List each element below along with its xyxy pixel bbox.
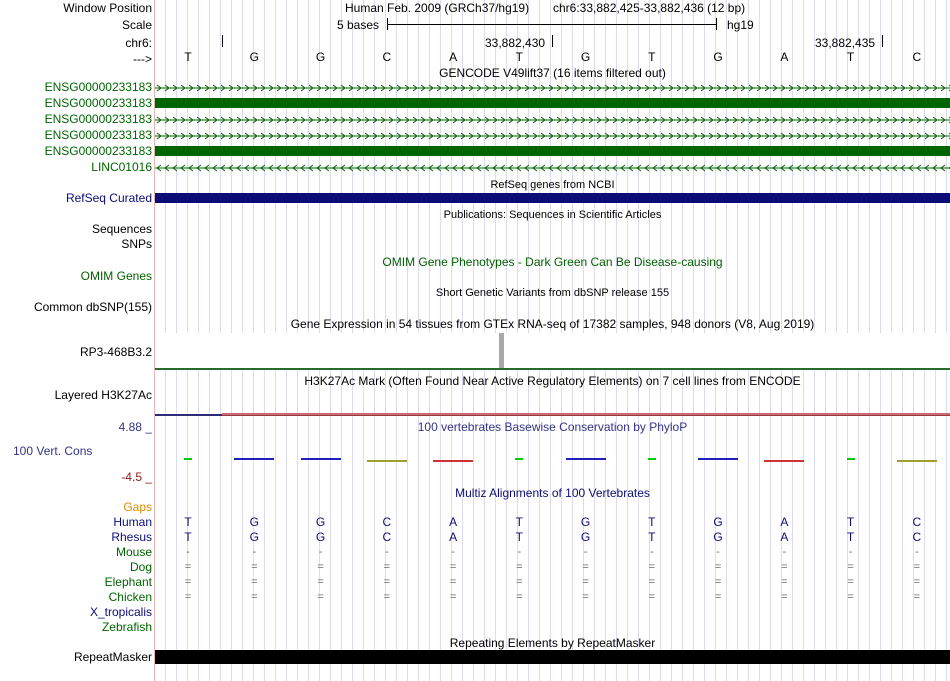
alignment-char: = bbox=[582, 561, 589, 573]
alignment-char: = bbox=[317, 591, 324, 603]
gencode-feature[interactable] bbox=[155, 98, 950, 108]
cons-bar bbox=[566, 458, 606, 460]
cons-bar bbox=[764, 460, 804, 462]
alignment-char: G bbox=[580, 530, 591, 544]
position-text: chr6:33,882,425-33,882,436 (12 bp) bbox=[553, 1, 746, 15]
species-label: Rhesus bbox=[111, 530, 152, 544]
alignment-char: - bbox=[451, 546, 455, 558]
alignment-char: = bbox=[714, 591, 722, 603]
alignment-char: C bbox=[912, 530, 922, 544]
cons-bar bbox=[515, 458, 523, 460]
base-letter: T bbox=[846, 50, 855, 64]
alignment-char: = bbox=[913, 576, 921, 588]
base-letter: T bbox=[515, 50, 524, 64]
alignment-char: = bbox=[184, 576, 192, 588]
assembly-text: Human Feb. 2009 (GRCh37/hg19) bbox=[345, 1, 530, 15]
alignment-char: C bbox=[912, 515, 922, 529]
gaps-label: Gaps bbox=[123, 500, 152, 514]
alignment-char: = bbox=[449, 591, 457, 603]
alignment-char: - bbox=[318, 546, 323, 558]
alignment-char: T bbox=[515, 515, 524, 529]
scale-label: Scale bbox=[121, 18, 152, 32]
alignment-char: = bbox=[383, 591, 391, 603]
scale-bar-start bbox=[387, 18, 388, 30]
alignment-char: = bbox=[582, 591, 589, 603]
h3k27ac-track-title: H3K27Ac Mark (Often Found Near Active Regulatory Elements) on 7 cell lines from ENCODE bbox=[304, 374, 801, 388]
refseq-track-label[interactable]: RefSeq Curated bbox=[65, 191, 152, 205]
alignment-char: = bbox=[383, 561, 391, 573]
alignment-char: C bbox=[382, 515, 392, 529]
alignment-char: = bbox=[781, 561, 788, 573]
alignment-char: A bbox=[449, 515, 458, 529]
alignment-char: - bbox=[385, 546, 389, 558]
species-label: Mouse bbox=[115, 545, 152, 559]
alignment-char: = bbox=[184, 591, 192, 603]
species-label: X_tropicalis bbox=[89, 605, 152, 619]
alignment-char: T bbox=[184, 515, 192, 529]
alignment-char: G bbox=[713, 515, 723, 529]
ruler-tick bbox=[222, 35, 223, 47]
cons-bar bbox=[847, 458, 855, 460]
cons-bar bbox=[234, 458, 274, 460]
base-letter: C bbox=[382, 50, 392, 64]
gencode-feature[interactable] bbox=[155, 82, 950, 92]
species-label: Human bbox=[113, 515, 152, 529]
gencode-item-label[interactable]: ENSG00000233183 bbox=[44, 144, 152, 158]
cons-bar bbox=[648, 458, 656, 460]
alignment-char: = bbox=[184, 561, 192, 573]
alignment-char: T bbox=[846, 515, 855, 529]
cons-track-title: 100 vertebrates Basewise Conservation by PhyloP bbox=[417, 420, 688, 434]
alignment-char: = bbox=[847, 591, 854, 603]
alignment-char: = bbox=[913, 561, 921, 573]
chrom-label: chr6: bbox=[125, 36, 152, 50]
dbsnp-track-label[interactable]: Common dbSNP(155) bbox=[33, 300, 152, 314]
cons-max-label: 4.88 _ bbox=[118, 420, 152, 434]
gencode-track-title: GENCODE V49lift37 (16 items filtered out) bbox=[439, 66, 666, 80]
alignment-char: G bbox=[713, 530, 723, 544]
alignment-char: = bbox=[251, 591, 258, 603]
cons-track-label[interactable]: 100 Vert. Cons bbox=[13, 444, 93, 458]
alignment-char: = bbox=[251, 576, 258, 588]
alignment-char: A bbox=[449, 530, 458, 544]
cons-bar bbox=[433, 460, 473, 462]
gencode-feature[interactable] bbox=[155, 162, 950, 172]
alignment-char: A bbox=[780, 515, 789, 529]
alignment-char: G bbox=[315, 530, 326, 544]
gencode-feature[interactable] bbox=[155, 114, 950, 124]
alignment-char: = bbox=[913, 591, 921, 603]
gtex-item-label[interactable]: RP3-468B3.2 bbox=[79, 345, 152, 359]
gencode-item-label[interactable]: LINC01016 bbox=[91, 160, 152, 174]
base-letter: G bbox=[580, 50, 591, 64]
repeatmasker-feature[interactable] bbox=[155, 650, 950, 664]
ruler-coord: 33,882,435 bbox=[815, 36, 876, 50]
ruler-tick bbox=[552, 35, 553, 47]
cons-bar bbox=[367, 460, 407, 462]
publications-track-title: Publications: Sequences in Scientific Articles bbox=[443, 209, 662, 221]
gencode-item-label[interactable]: ENSG00000233183 bbox=[44, 128, 152, 142]
h3k27ac-signal bbox=[222, 415, 950, 416]
strand-label: ---> bbox=[133, 52, 152, 66]
scale-bar bbox=[387, 24, 717, 25]
refseq-track-title: RefSeq genes from NCBI bbox=[490, 179, 615, 191]
h3k27ac-track-label[interactable]: Layered H3K27Ac bbox=[54, 388, 152, 402]
gtex-gene-line bbox=[155, 368, 950, 370]
track-labels-column bbox=[0, 0, 155, 681]
scale-bar-end bbox=[716, 18, 717, 30]
base-letter: A bbox=[449, 50, 458, 64]
alignment-char: T bbox=[515, 530, 524, 544]
alignment-char: = bbox=[781, 591, 788, 603]
track-image[interactable] bbox=[155, 0, 950, 681]
alignment-char: A bbox=[780, 530, 789, 544]
gtex-expression-bar[interactable] bbox=[499, 333, 504, 368]
alignment-char: T bbox=[648, 515, 656, 529]
alignment-char: = bbox=[648, 576, 656, 588]
alignment-char: = bbox=[516, 576, 523, 588]
gencode-feature[interactable] bbox=[155, 130, 950, 140]
alignment-char: - bbox=[782, 546, 787, 558]
base-letter: C bbox=[912, 50, 922, 64]
ruler-tick bbox=[882, 35, 883, 47]
alignment-char: = bbox=[847, 561, 854, 573]
cons-bar bbox=[698, 458, 738, 460]
species-label: Chicken bbox=[108, 590, 152, 604]
alignment-char: = bbox=[847, 576, 854, 588]
base-letter: G bbox=[315, 50, 326, 64]
cons-min-label: -4.5 _ bbox=[121, 470, 152, 484]
gencode-item-label[interactable]: ENSG00000233183 bbox=[44, 96, 152, 110]
db-text: hg19 bbox=[727, 18, 754, 32]
alignment-char: T bbox=[184, 530, 192, 544]
cons-bar bbox=[184, 458, 192, 460]
alignment-char: = bbox=[251, 561, 258, 573]
publications-track-label[interactable]: Sequences bbox=[91, 222, 152, 236]
window-position-label: Window Position bbox=[63, 1, 152, 15]
alignment-char: - bbox=[650, 546, 654, 558]
dbsnp-track-title: Short Genetic Variants from dbSNP release 155 bbox=[435, 287, 670, 299]
species-label: Zebrafish bbox=[101, 620, 152, 634]
alignment-char: = bbox=[781, 576, 788, 588]
alignment-char: = bbox=[516, 591, 523, 603]
snps-track-label[interactable]: SNPs bbox=[121, 237, 152, 251]
alignment-char: G bbox=[249, 515, 260, 529]
alignment-char: = bbox=[383, 576, 391, 588]
base-letter: T bbox=[184, 50, 192, 64]
alignment-char: = bbox=[317, 561, 324, 573]
ruler-coord: 33,882,430 bbox=[485, 36, 546, 50]
alignment-char: = bbox=[582, 576, 589, 588]
repeatmasker-track-title: Repeating Elements by RepeatMasker bbox=[449, 636, 656, 650]
alignment-char: = bbox=[516, 561, 523, 573]
alignment-char: = bbox=[714, 576, 722, 588]
gencode-item-label[interactable]: ENSG00000233183 bbox=[44, 80, 152, 94]
h3k27ac-signal bbox=[155, 414, 225, 416]
repeatmasker-track-label[interactable]: RepeatMasker bbox=[73, 650, 152, 664]
base-letter: G bbox=[713, 50, 723, 64]
alignment-char: G bbox=[249, 530, 260, 544]
gtex-graph-area bbox=[155, 333, 950, 369]
base-letter: A bbox=[780, 50, 789, 64]
alignment-char: - bbox=[848, 546, 853, 558]
alignment-char: - bbox=[915, 546, 919, 558]
alignment-char: T bbox=[648, 530, 656, 544]
alignment-char: C bbox=[382, 530, 392, 544]
alignment-char: = bbox=[449, 576, 457, 588]
gencode-feature[interactable] bbox=[155, 146, 950, 156]
multiz-track-title: Multiz Alignments of 100 Vertebrates bbox=[455, 486, 650, 500]
cons-bar bbox=[897, 460, 937, 462]
alignment-char: = bbox=[648, 561, 656, 573]
gencode-item-label[interactable]: ENSG00000233183 bbox=[44, 112, 152, 126]
omim-track-title: OMIM Gene Phenotypes - Dark Green Can Be Disease-causing bbox=[382, 255, 723, 269]
gtex-track-title: Gene Expression in 54 tissues from GTEx RNA-seq of 17382 samples, 948 donors (V8, Aug 2019) bbox=[290, 317, 815, 331]
alignment-char: G bbox=[580, 515, 591, 529]
alignment-char: - bbox=[252, 546, 257, 558]
omim-track-label[interactable]: OMIM Genes bbox=[80, 269, 152, 283]
species-label: Elephant bbox=[104, 575, 152, 589]
alignment-char: T bbox=[846, 530, 855, 544]
species-label: Dog bbox=[129, 560, 152, 574]
base-letter: T bbox=[648, 50, 656, 64]
alignment-char: = bbox=[714, 561, 722, 573]
alignment-char: = bbox=[648, 591, 656, 603]
scale-text: 5 bases bbox=[337, 18, 380, 32]
alignment-char: = bbox=[449, 561, 457, 573]
refseq-feature[interactable] bbox=[155, 193, 950, 203]
cons-bar bbox=[301, 458, 341, 460]
base-letter: G bbox=[249, 50, 260, 64]
alignment-char: - bbox=[716, 546, 720, 558]
alignment-char: - bbox=[517, 546, 522, 558]
alignment-char: G bbox=[315, 515, 326, 529]
alignment-char: - bbox=[186, 546, 190, 558]
alignment-char: - bbox=[583, 546, 588, 558]
alignment-char: = bbox=[317, 576, 324, 588]
